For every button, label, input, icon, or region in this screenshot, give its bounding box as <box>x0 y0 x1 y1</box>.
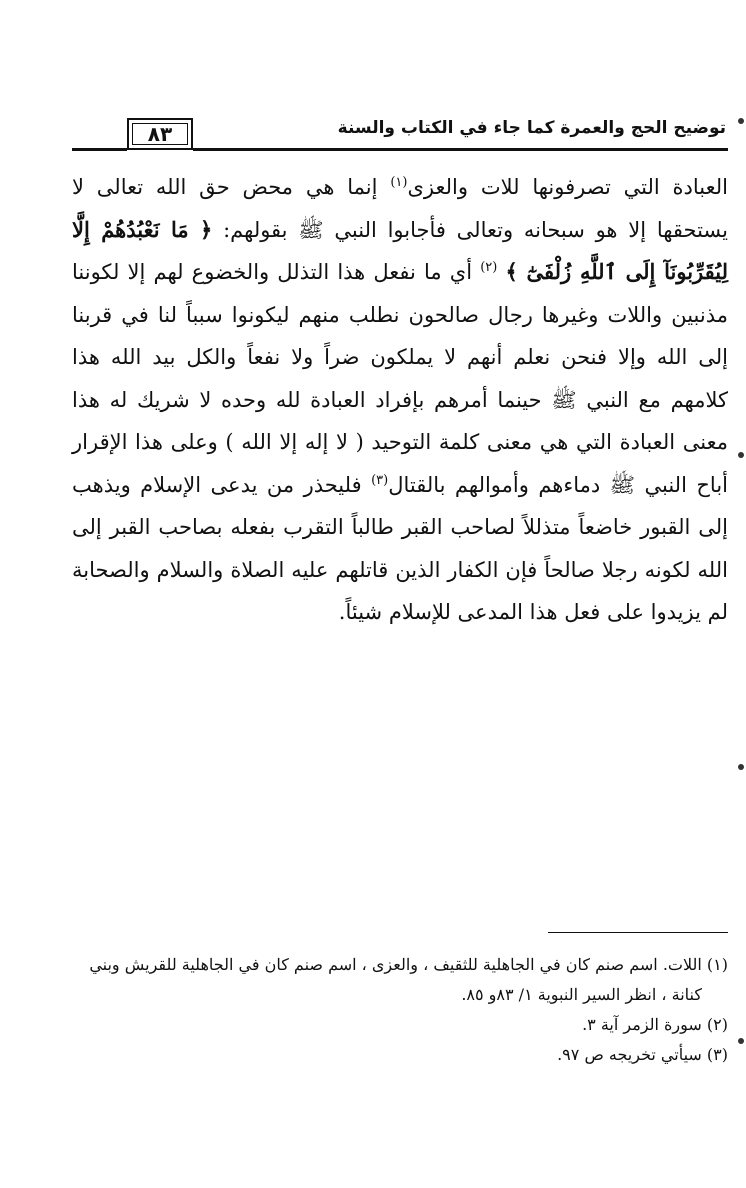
footnote-2: (٢) سورة الزمر آية ٣. <box>582 1015 728 1034</box>
footnote-ref-2: (٢) <box>480 260 498 275</box>
main-text <box>72 166 728 634</box>
header-rule-left <box>72 148 127 151</box>
text-run: إنما هي محض حق الله تعالى لا يستحقها إلا هو سبحانه وتعالى فأجابوا النبي ﷺ بقولهم: <box>72 175 728 242</box>
text-run: فليحذر من يدعى الإسلام ويذهب إلى القبور خاضعاً متذللاً لصاحب القبر طالباً التقرب بفعله بصاحب القبر إلى الله لكونه رجلا صالحاً فإن الكفار الذين قاتلهم عليه الصلاة والسلام والصحابة لم يزيدوا على فعل هذا المدعى للإسلام شيئاً. <box>72 472 728 624</box>
footnote-separator <box>548 932 728 933</box>
footnote-1-continuation: كنانة ، انظر السير النبوية ١/ ٨٣و ٨٥. <box>461 985 702 1004</box>
running-title: توضيح الحج والعمرة كما جاء في الكتاب والسنة <box>337 118 726 138</box>
text-run: العبادة التي تصرفونها للات والعزى <box>407 175 728 199</box>
margin-dot <box>738 118 744 124</box>
margin-dot <box>738 1038 744 1044</box>
margin-dot <box>738 452 744 458</box>
footnote-ref-3: (٣) <box>371 472 389 488</box>
footnote-1: (١) اللات. اسم صنم كان في الجاهلية للثقيف ، والعزى ، اسم صنم كان في الجاهلية للقريش وبني <box>89 955 728 974</box>
page-number: ٨٣ <box>132 123 188 145</box>
body-paragraph <box>72 166 728 634</box>
footnote-ref-1: (١) <box>390 175 408 190</box>
footnote-3: (٣) سيأتي تخريجه ص ٩٧. <box>557 1045 728 1064</box>
page-header <box>72 112 728 156</box>
header-rule-right <box>193 148 728 151</box>
text-run: أي ما نفعل هذا التذلل والخضوع لهم إلا لكوننا مذنبين واللات وغيرها رجال صالحون نطلب منهم ليكونوا سبباً لنا في قربنا إلى الله وإلا فنحن نعلم أنهم لا يملكون ضراً ولا نفعاً والكل بيد الله هذا كلامهم مع النبي ﷺ حينما أمرهم بإفراد العبادة لله وحده لا شريك له هذا معنى العبادة التي هي معنى كلمة التوحيد ( لا إله إلا الله ) وعلى هذا الإقرار أباح النبي ﷺ دماءهم وأموالهم بالقتال <box>72 260 728 497</box>
footnotes <box>72 950 728 1070</box>
page-number-box <box>127 118 193 150</box>
margin-dot <box>738 764 744 770</box>
quran-verse: ﴿ مَا نَعْبُدُهُمْ إِلَّا لِيُقَرِّبُونَآ إِلَى ٱللَّهِ زُلْفَىٰٓ ﴾ <box>72 216 728 284</box>
